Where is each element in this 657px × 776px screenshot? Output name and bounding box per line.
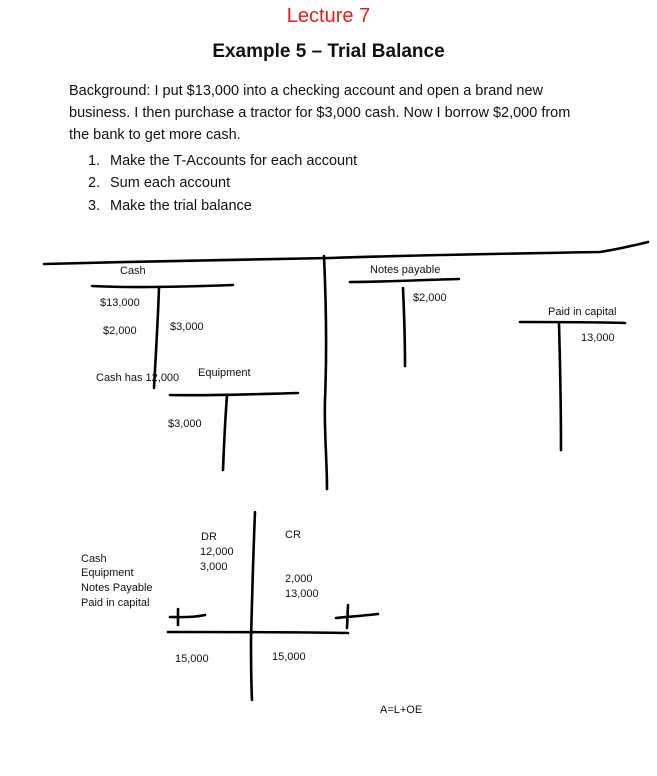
equipment-account-title: Equipment	[198, 367, 251, 379]
notes-payable-account-title: Notes payable	[370, 264, 441, 276]
cr-total: 15,000	[272, 651, 306, 663]
trial-balance-account: Paid in capital	[81, 597, 150, 609]
notes-payable-t-top	[350, 279, 459, 282]
step-text: Make the T-Accounts for each account	[110, 153, 358, 169]
equipment-debit-amount: $3,000	[168, 418, 202, 430]
dr-sum-tick	[170, 609, 205, 625]
top-separator-line	[44, 242, 648, 264]
cash-debit-amount: $2,000	[103, 325, 137, 337]
paid-in-capital-account-title: Paid in capital	[548, 306, 617, 318]
notes-payable-credit-amount: $2,000	[413, 292, 447, 304]
cr-sum-tick	[336, 605, 378, 628]
cr-value: 13,000	[285, 588, 319, 600]
trial-balance-divider	[251, 512, 255, 700]
step-number: 1.	[88, 153, 101, 169]
dr-total: 15,000	[175, 653, 209, 665]
step-text: Sum each account	[110, 175, 231, 191]
paid-in-capital-credit-amount: 13,000	[581, 332, 615, 344]
example-heading: Example 5 – Trial Balance	[212, 41, 445, 62]
dr-column-header: DR	[201, 531, 217, 543]
step-number: 3.	[88, 198, 101, 214]
background-paragraph: Background: I put $13,000 into a checking account and open a brand new business. I then purchase a tractor for $3,000 cash. Now I borrow $2,000 from the bank to get more cash.	[69, 83, 571, 143]
step-text: Make the trial balance	[110, 198, 252, 214]
trial-balance-account: Equipment	[81, 567, 134, 579]
paid-in-capital-t-top	[520, 322, 625, 323]
cash-balance-note: Cash has 12,000	[96, 372, 180, 384]
accounting-equation: A=L+OE	[380, 704, 423, 716]
cash-account-title: Cash	[120, 265, 146, 277]
paid-in-capital-t-stem	[559, 324, 561, 450]
cash-credit-amount: $3,000	[170, 321, 204, 333]
step-number: 2.	[88, 175, 101, 191]
cr-value: 2,000	[285, 573, 313, 585]
cash-debit-amount: $13,000	[100, 297, 140, 309]
dr-value: 12,000	[200, 546, 234, 558]
trial-balance-account: Notes Payable	[81, 582, 153, 594]
dr-value: 3,000	[200, 561, 228, 573]
equipment-t-top	[170, 393, 298, 395]
lecture-title: Lecture 7	[286, 5, 371, 27]
cash-t-top	[92, 285, 233, 287]
notes-payable-t-stem	[403, 288, 405, 366]
trial-balance-account: Cash	[81, 553, 107, 565]
trial-balance-total-line	[168, 632, 348, 633]
equipment-t-stem	[223, 396, 227, 470]
page-divider-vertical	[324, 256, 327, 489]
cr-column-header: CR	[285, 529, 301, 541]
